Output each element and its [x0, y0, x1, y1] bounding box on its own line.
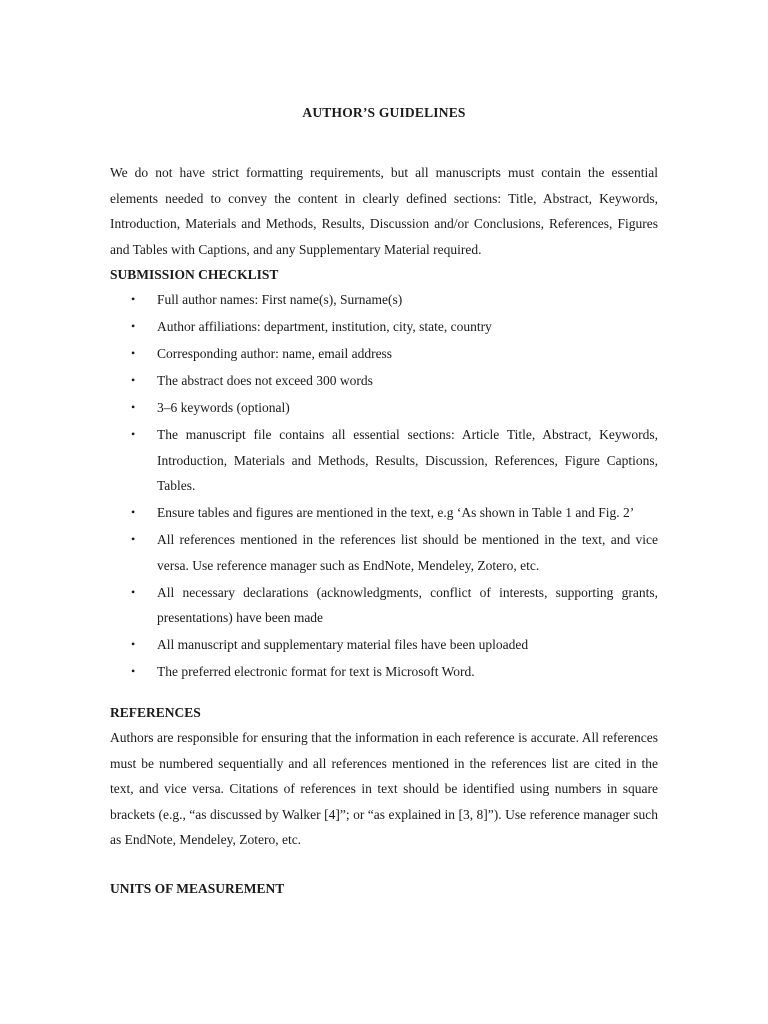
units-of-measurement-heading: UNITS OF MEASUREMENT [110, 880, 285, 896]
bullet-icon: • [131, 532, 136, 546]
checklist-item [110, 341, 658, 367]
checklist-item-text: The abstract does not exceed 300 words [157, 373, 373, 388]
bullet-icon: • [131, 664, 136, 678]
references-heading: REFERENCES [110, 705, 201, 720]
bullet-icon: • [131, 584, 136, 599]
checklist-item [110, 632, 658, 658]
checklist-item [110, 422, 658, 499]
references-paragraph: Authors are responsible for ensuring that the information in each reference is accurate. All references must be numbered sequentially and all references mentioned in the references list are cited in the text, and vice versa. Citations of references in text should be identified using numbers in square brackets (e.g., “as discussed by Walker [4]”; or “as explained in [3, 8]”). Use reference manager such as EndNote, Mendeley, Zotero, etc. [110, 730, 658, 847]
bullet-icon: • [131, 292, 136, 306]
checklist-item [110, 580, 658, 631]
bullet-icon: • [131, 346, 136, 360]
bullet-icon: • [131, 427, 136, 441]
checklist-item-text: Full author names: First name(s), Surname(s) [157, 292, 403, 307]
section-spacer [110, 686, 658, 700]
checklist-item-text: Ensure tables and figures are mentioned in the text, e.g ‘As shown in Table 1 and Fig. 2’ [157, 505, 635, 520]
checklist-item [110, 314, 658, 340]
bullet-icon: • [131, 373, 136, 387]
section-spacer [110, 853, 658, 876]
document-title: AUTHOR’S GUIDELINES [302, 105, 466, 120]
checklist-item-text: Author affiliations: department, institution, city, state, country [157, 319, 492, 334]
intro-paragraph: We do not have strict formatting requirements, but all manuscripts must contain the essential elements needed to convey the content in clearly defined sections: Title, Abstract, Keywords, Introduction, Materials and Methods, Results, Discussion and/or Conclusions, References, Figures and Tables with Captions, and any Supplementary Material required. [110, 165, 658, 257]
checklist-item [110, 287, 658, 313]
bullet-icon: • [131, 400, 136, 414]
checklist-item [110, 500, 658, 526]
checklist-item-text: The manuscript file contains all essential sections: Article Title, Abstract, Keywords, Introduction, Materials and Methods, Results, Discussion, References, Figure Captions, Tables. [157, 427, 658, 493]
checklist-item-text: 3–6 keywords (optional) [157, 400, 290, 415]
checklist-item-text: All references mentioned in the references list should be mentioned in the text, and vice versa. Use reference manager such as EndNote, Mendeley, Zotero, etc. [157, 532, 658, 573]
bullet-icon: • [131, 637, 136, 651]
submission-checklist [110, 287, 658, 685]
document-page [110, 100, 658, 901]
checklist-item [110, 527, 658, 578]
submission-checklist-heading: SUBMISSION CHECKLIST [110, 267, 279, 282]
checklist-item-text: The preferred electronic format for text is Microsoft Word. [157, 664, 475, 679]
bullet-icon: • [131, 505, 136, 519]
checklist-item [110, 659, 658, 685]
checklist-item [110, 368, 658, 394]
checklist-item [110, 395, 658, 421]
checklist-item-text: All necessary declarations (acknowledgments, conflict of interests, supporting grants, presentations) have been made [157, 584, 658, 625]
checklist-item-text: All manuscript and supplementary material files have been uploaded [157, 637, 529, 652]
bullet-icon: • [131, 319, 136, 333]
checklist-item-text: Corresponding author: name, email address [157, 346, 393, 361]
